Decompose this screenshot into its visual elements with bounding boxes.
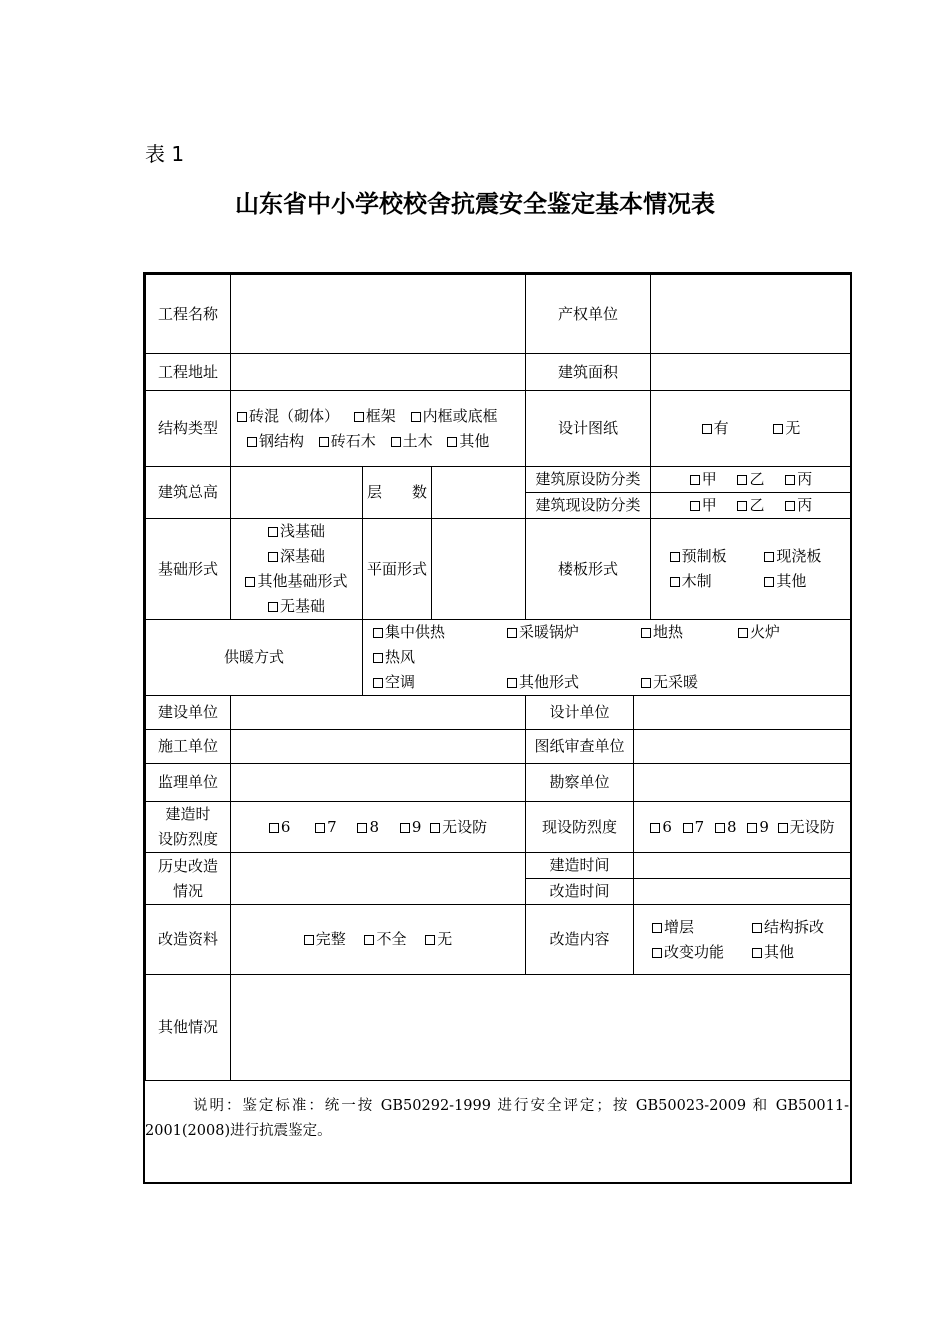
construction-unit-value[interactable] (231, 696, 526, 730)
build-time-label: 建造时间 (526, 853, 634, 879)
curr-fortification-options (651, 493, 852, 519)
checkbox-icon (364, 935, 374, 945)
content-option-other[interactable]: 其他 (752, 940, 794, 965)
foundation-label: 基础形式 (146, 519, 231, 620)
curr-class-a[interactable]: 甲 (690, 493, 717, 518)
structure-option-steel[interactable]: 钢结构 (247, 429, 304, 454)
table-number: 表 1 (145, 142, 185, 166)
curr-fortification-label: 建筑现设防分类 (526, 493, 651, 519)
floor-slab-label: 楼板形式 (526, 519, 651, 620)
checkbox-icon (641, 628, 651, 638)
checkbox-icon (247, 437, 257, 447)
checkbox-icon (425, 935, 435, 945)
project-address-value[interactable] (231, 354, 526, 391)
slab-option-precast[interactable]: 预制板 (670, 544, 760, 569)
supervision-unit-value[interactable] (231, 764, 526, 802)
checkbox-icon (670, 577, 680, 587)
construction-unit-label: 建设单位 (146, 696, 231, 730)
structure-type-label: 结构类型 (146, 391, 231, 467)
slab-option-other[interactable]: 其他 (764, 569, 832, 594)
checkbox-icon (737, 501, 747, 511)
curr-class-c[interactable]: 丙 (785, 493, 812, 518)
structure-option-masonry[interactable]: 砖混（砌体） (237, 404, 339, 429)
design-drawings-options (651, 391, 852, 467)
structure-option-other[interactable]: 其他 (447, 429, 489, 454)
current-intensity-options (634, 802, 852, 853)
total-height-label: 建筑总高 (146, 467, 231, 519)
project-name-label: 工程名称 (146, 275, 231, 354)
history-value[interactable] (231, 853, 526, 905)
heating-option-boiler[interactable]: 采暖锅炉 (507, 620, 641, 645)
checkbox-icon (391, 437, 401, 447)
survey-unit-value[interactable] (634, 764, 852, 802)
current-intensity-none[interactable]: 无设防 (778, 815, 835, 840)
renovation-content-label: 改造内容 (526, 905, 634, 975)
docs-option-none[interactable]: 无 (425, 927, 452, 952)
heating-option-central[interactable]: 集中供热 (373, 620, 507, 645)
checkbox-icon (373, 678, 383, 688)
supervision-unit-label: 监理单位 (146, 764, 231, 802)
drawings-option-no[interactable]: 无 (773, 416, 800, 441)
checkbox-icon (764, 552, 774, 562)
foundation-options (231, 519, 363, 620)
checkbox-icon (373, 653, 383, 663)
design-unit-label: 设计单位 (526, 696, 634, 730)
structure-option-frame[interactable]: 框架 (354, 404, 396, 429)
drawing-review-unit-value[interactable] (634, 730, 852, 764)
foundation-option-other[interactable]: 其他基础形式 (245, 569, 347, 594)
checkbox-icon (652, 923, 662, 933)
current-intensity-7[interactable]: 7 (683, 815, 705, 840)
checkbox-icon (447, 437, 457, 447)
built-intensity-6[interactable]: 6 (269, 815, 291, 840)
orig-class-b[interactable]: 乙 (737, 467, 764, 492)
checkbox-icon (507, 628, 517, 638)
checkbox-icon (641, 678, 651, 688)
checkbox-icon (237, 412, 247, 422)
checkbox-icon (411, 412, 421, 422)
content-option-structure-change[interactable]: 结构拆改 (752, 915, 824, 940)
other-info-value[interactable] (231, 975, 852, 1081)
property-unit-label: 产权单位 (526, 275, 651, 354)
heating-option-none[interactable]: 无采暖 (641, 670, 698, 695)
design-unit-value[interactable] (634, 696, 852, 730)
total-height-value[interactable] (231, 467, 363, 519)
design-drawings-label: 设计图纸 (526, 391, 651, 467)
built-intensity-none[interactable]: 无设防 (430, 815, 487, 840)
checkbox-icon (304, 935, 314, 945)
heating-options (363, 620, 852, 696)
checkbox-icon (752, 948, 762, 958)
checkbox-icon (785, 475, 795, 485)
structure-option-brick-stone-wood[interactable]: 砖石木 (319, 429, 376, 454)
checkbox-icon (773, 424, 783, 434)
current-intensity-label: 现设防烈度 (526, 802, 634, 853)
checkbox-icon (319, 437, 329, 447)
explanation-note: 说明：鉴定标准：统一按 GB50292-1999 进行安全评定；按 GB50023-2009 和 GB50011-2001(2008)进行抗震鉴定。 (145, 1098, 849, 1139)
renovation-time-label: 改造时间 (526, 879, 634, 905)
docs-option-complete[interactable]: 完整 (304, 927, 346, 952)
checkbox-icon (715, 823, 725, 833)
history-label: 历史改造 情况 (146, 853, 231, 905)
checkbox-icon (785, 501, 795, 511)
slab-option-cast-in-place[interactable]: 现浇板 (764, 544, 832, 569)
structure-option-inner-frame[interactable]: 内框或底框 (411, 404, 498, 429)
checkbox-icon (670, 552, 680, 562)
drawing-review-unit-label: 图纸审查单位 (526, 730, 634, 764)
page-title: 山东省中小学校校舍抗震安全鉴定基本情况表 (235, 190, 715, 218)
heating-option-ac[interactable]: 空调 (373, 670, 507, 695)
structure-option-earth-wood[interactable]: 土木 (391, 429, 433, 454)
orig-fortification-label: 建筑原设防分类 (526, 467, 651, 493)
checkbox-icon (357, 823, 367, 833)
foundation-option-shallow[interactable]: 浅基础 (268, 519, 325, 544)
renovation-content-options (634, 905, 852, 975)
built-intensity-9[interactable]: 9 (400, 815, 422, 840)
checkbox-icon (690, 501, 700, 511)
checkbox-icon (747, 823, 757, 833)
checkbox-icon (268, 552, 278, 562)
content-option-function-change[interactable]: 改变功能 (652, 940, 752, 965)
survey-unit-label: 勘察单位 (526, 764, 634, 802)
checkbox-icon (400, 823, 410, 833)
basic-info-form (145, 274, 852, 1081)
checkbox-icon (683, 823, 693, 833)
checkbox-icon (430, 823, 440, 833)
renovation-docs-options (231, 905, 526, 975)
checkbox-icon (507, 678, 517, 688)
building-area-value[interactable] (651, 354, 852, 391)
project-name-value[interactable] (231, 275, 526, 354)
structure-type-options (231, 391, 526, 467)
checkbox-icon (354, 412, 364, 422)
checkbox-icon (737, 475, 747, 485)
project-address-label: 工程地址 (146, 354, 231, 391)
heating-option-other[interactable]: 其他形式 (507, 670, 641, 695)
current-intensity-8[interactable]: 8 (715, 815, 737, 840)
orig-class-a[interactable]: 甲 (690, 467, 717, 492)
renovation-docs-label: 改造资料 (146, 905, 231, 975)
docs-option-incomplete[interactable]: 不全 (364, 927, 406, 952)
heating-option-hot-air[interactable]: 热风 (373, 645, 415, 670)
current-intensity-6[interactable]: 6 (650, 815, 672, 840)
foundation-option-none[interactable]: 无基础 (268, 594, 325, 619)
floors-value[interactable] (432, 467, 526, 519)
renovation-time-value[interactable] (634, 879, 852, 905)
checkbox-icon (268, 602, 278, 612)
checkbox-icon (778, 823, 788, 833)
checkbox-icon (245, 577, 255, 587)
builder-unit-value[interactable] (231, 730, 526, 764)
content-option-add-floor[interactable]: 增层 (652, 915, 752, 940)
checkbox-icon (752, 923, 762, 933)
drawings-option-yes[interactable]: 有 (702, 416, 729, 441)
checkbox-icon (315, 823, 325, 833)
other-info-label: 其他情况 (146, 975, 231, 1081)
build-time-value[interactable] (634, 853, 852, 879)
checkbox-icon (269, 823, 279, 833)
built-intensity-7[interactable]: 7 (315, 815, 337, 840)
checkbox-icon (268, 527, 278, 537)
plan-form-value[interactable] (432, 519, 526, 620)
checkbox-icon (738, 628, 748, 638)
heating-option-stove[interactable]: 火炉 (738, 620, 826, 645)
heating-option-floor[interactable]: 地热 (641, 620, 738, 645)
built-intensity-options (231, 802, 526, 853)
checkbox-icon (652, 948, 662, 958)
current-intensity-9[interactable]: 9 (747, 815, 769, 840)
building-area-label: 建筑面积 (526, 354, 651, 391)
orig-class-c[interactable]: 丙 (785, 467, 812, 492)
checkbox-icon (650, 823, 660, 833)
plan-form-label: 平面形式 (363, 519, 432, 620)
checkbox-icon (764, 577, 774, 587)
checkbox-icon (702, 424, 712, 434)
floors-label: 层 数 (363, 467, 432, 519)
checkbox-icon (690, 475, 700, 485)
foundation-option-deep[interactable]: 深基础 (268, 544, 325, 569)
orig-fortification-options (651, 467, 852, 493)
floor-slab-options (651, 519, 852, 620)
builder-unit-label: 施工单位 (146, 730, 231, 764)
built-intensity-8[interactable]: 8 (357, 815, 379, 840)
curr-class-b[interactable]: 乙 (737, 493, 764, 518)
property-unit-value[interactable] (651, 275, 852, 354)
built-intensity-label: 建造时 设防烈度 (146, 802, 231, 853)
slab-option-wood[interactable]: 木制 (670, 569, 760, 594)
checkbox-icon (373, 628, 383, 638)
heating-label: 供暖方式 (146, 620, 363, 696)
